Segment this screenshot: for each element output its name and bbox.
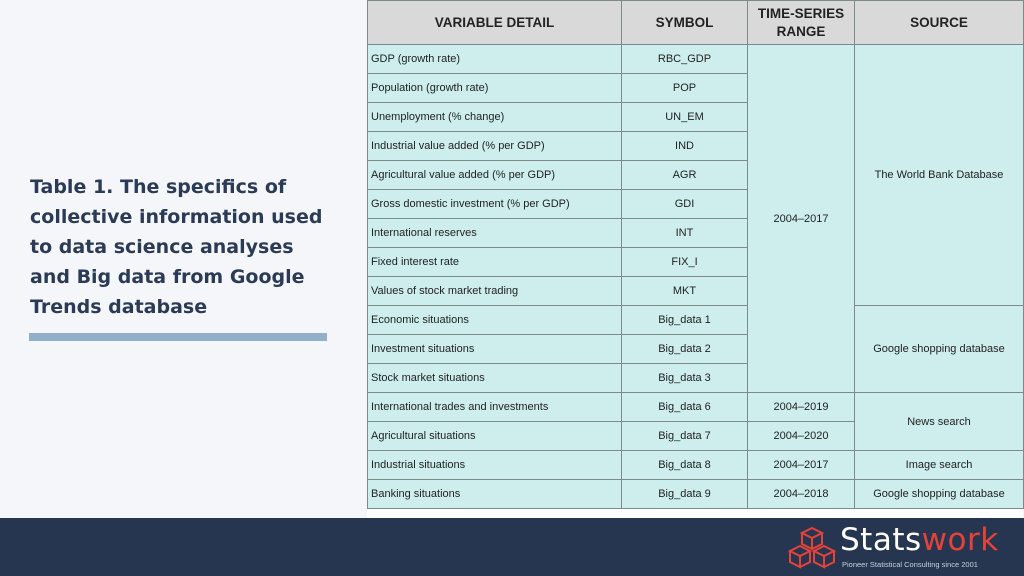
brand-name-accent: work (921, 522, 999, 558)
variable-detail-cell: Values of stock market trading (368, 277, 622, 306)
symbol-cell: Big_data 9 (622, 480, 748, 509)
variable-detail-cell: Industrial value added (% per GDP) (368, 132, 622, 161)
symbol-cell: GDI (622, 190, 748, 219)
statswork-logo (788, 524, 1010, 572)
table-row (368, 393, 1024, 422)
symbol-cell: Big_data 1 (622, 306, 748, 335)
symbol-cell: MKT (622, 277, 748, 306)
source-cell: Google shopping database (855, 306, 1024, 393)
range-cell: 2004–2017 (748, 45, 855, 393)
symbol-cell: UN_EM (622, 103, 748, 132)
symbol-cell: IND (622, 132, 748, 161)
header-symbol: SYMBOL (622, 1, 748, 45)
brand-tagline: Pioneer Statistical Consulting since 2001 (842, 560, 978, 569)
range-cell: 2004–2018 (748, 480, 855, 509)
variable-detail-cell: Agricultural value added (% per GDP) (368, 161, 622, 190)
table-row (368, 45, 1024, 74)
variable-detail-cell: Gross domestic investment (% per GDP) (368, 190, 622, 219)
table-row (368, 480, 1024, 509)
range-cell: 2004–2019 (748, 393, 855, 422)
variable-detail-cell: Fixed interest rate (368, 248, 622, 277)
symbol-cell: Big_data 3 (622, 364, 748, 393)
symbol-cell: Big_data 6 (622, 393, 748, 422)
range-cell: 2004–2017 (748, 451, 855, 480)
footer-bar (0, 518, 1024, 576)
symbol-cell: Big_data 2 (622, 335, 748, 364)
symbol-cell: AGR (622, 161, 748, 190)
symbol-cell: POP (622, 74, 748, 103)
caption-divider (29, 333, 327, 341)
table-row (368, 451, 1024, 480)
symbol-cell: Big_data 7 (622, 422, 748, 451)
table-row (368, 306, 1024, 335)
header-source: SOURCE (855, 1, 1024, 45)
variable-detail-cell: GDP (growth rate) (368, 45, 622, 74)
header-time-series-range: TIME-SERIES RANGE (748, 1, 855, 45)
source-cell: News search (855, 393, 1024, 451)
source-cell: The World Bank Database (855, 45, 1024, 306)
symbol-cell: RBC_GDP (622, 45, 748, 74)
data-table (367, 0, 1024, 509)
variable-detail-cell: Stock market situations (368, 364, 622, 393)
range-cell: 2004–2020 (748, 422, 855, 451)
data-table-container (367, 0, 1023, 518)
symbol-cell: Big_data 8 (622, 451, 748, 480)
variable-detail-cell: Unemployment (% change) (368, 103, 622, 132)
brand-name (840, 522, 999, 558)
variable-detail-cell: Banking situations (368, 480, 622, 509)
variable-detail-cell: Agricultural situations (368, 422, 622, 451)
table-header-row (368, 1, 1024, 45)
cubes-logo-icon (788, 526, 836, 570)
variable-detail-cell: Investment situations (368, 335, 622, 364)
table-caption: Table 1. The specifics of collective information used to data science analyses and Big data from Google Trends database (30, 176, 323, 318)
symbol-cell: FIX_I (622, 248, 748, 277)
symbol-cell: INT (622, 219, 748, 248)
source-cell: Image search (855, 451, 1024, 480)
variable-detail-cell: Population (growth rate) (368, 74, 622, 103)
brand-name-main: Stats (840, 522, 922, 558)
header-variable-detail: VARIABLE DETAIL (368, 1, 622, 45)
variable-detail-cell: Industrial situations (368, 451, 622, 480)
variable-detail-cell: International reserves (368, 219, 622, 248)
variable-detail-cell: International trades and investments (368, 393, 622, 422)
variable-detail-cell: Economic situations (368, 306, 622, 335)
source-cell: Google shopping database (855, 480, 1024, 509)
